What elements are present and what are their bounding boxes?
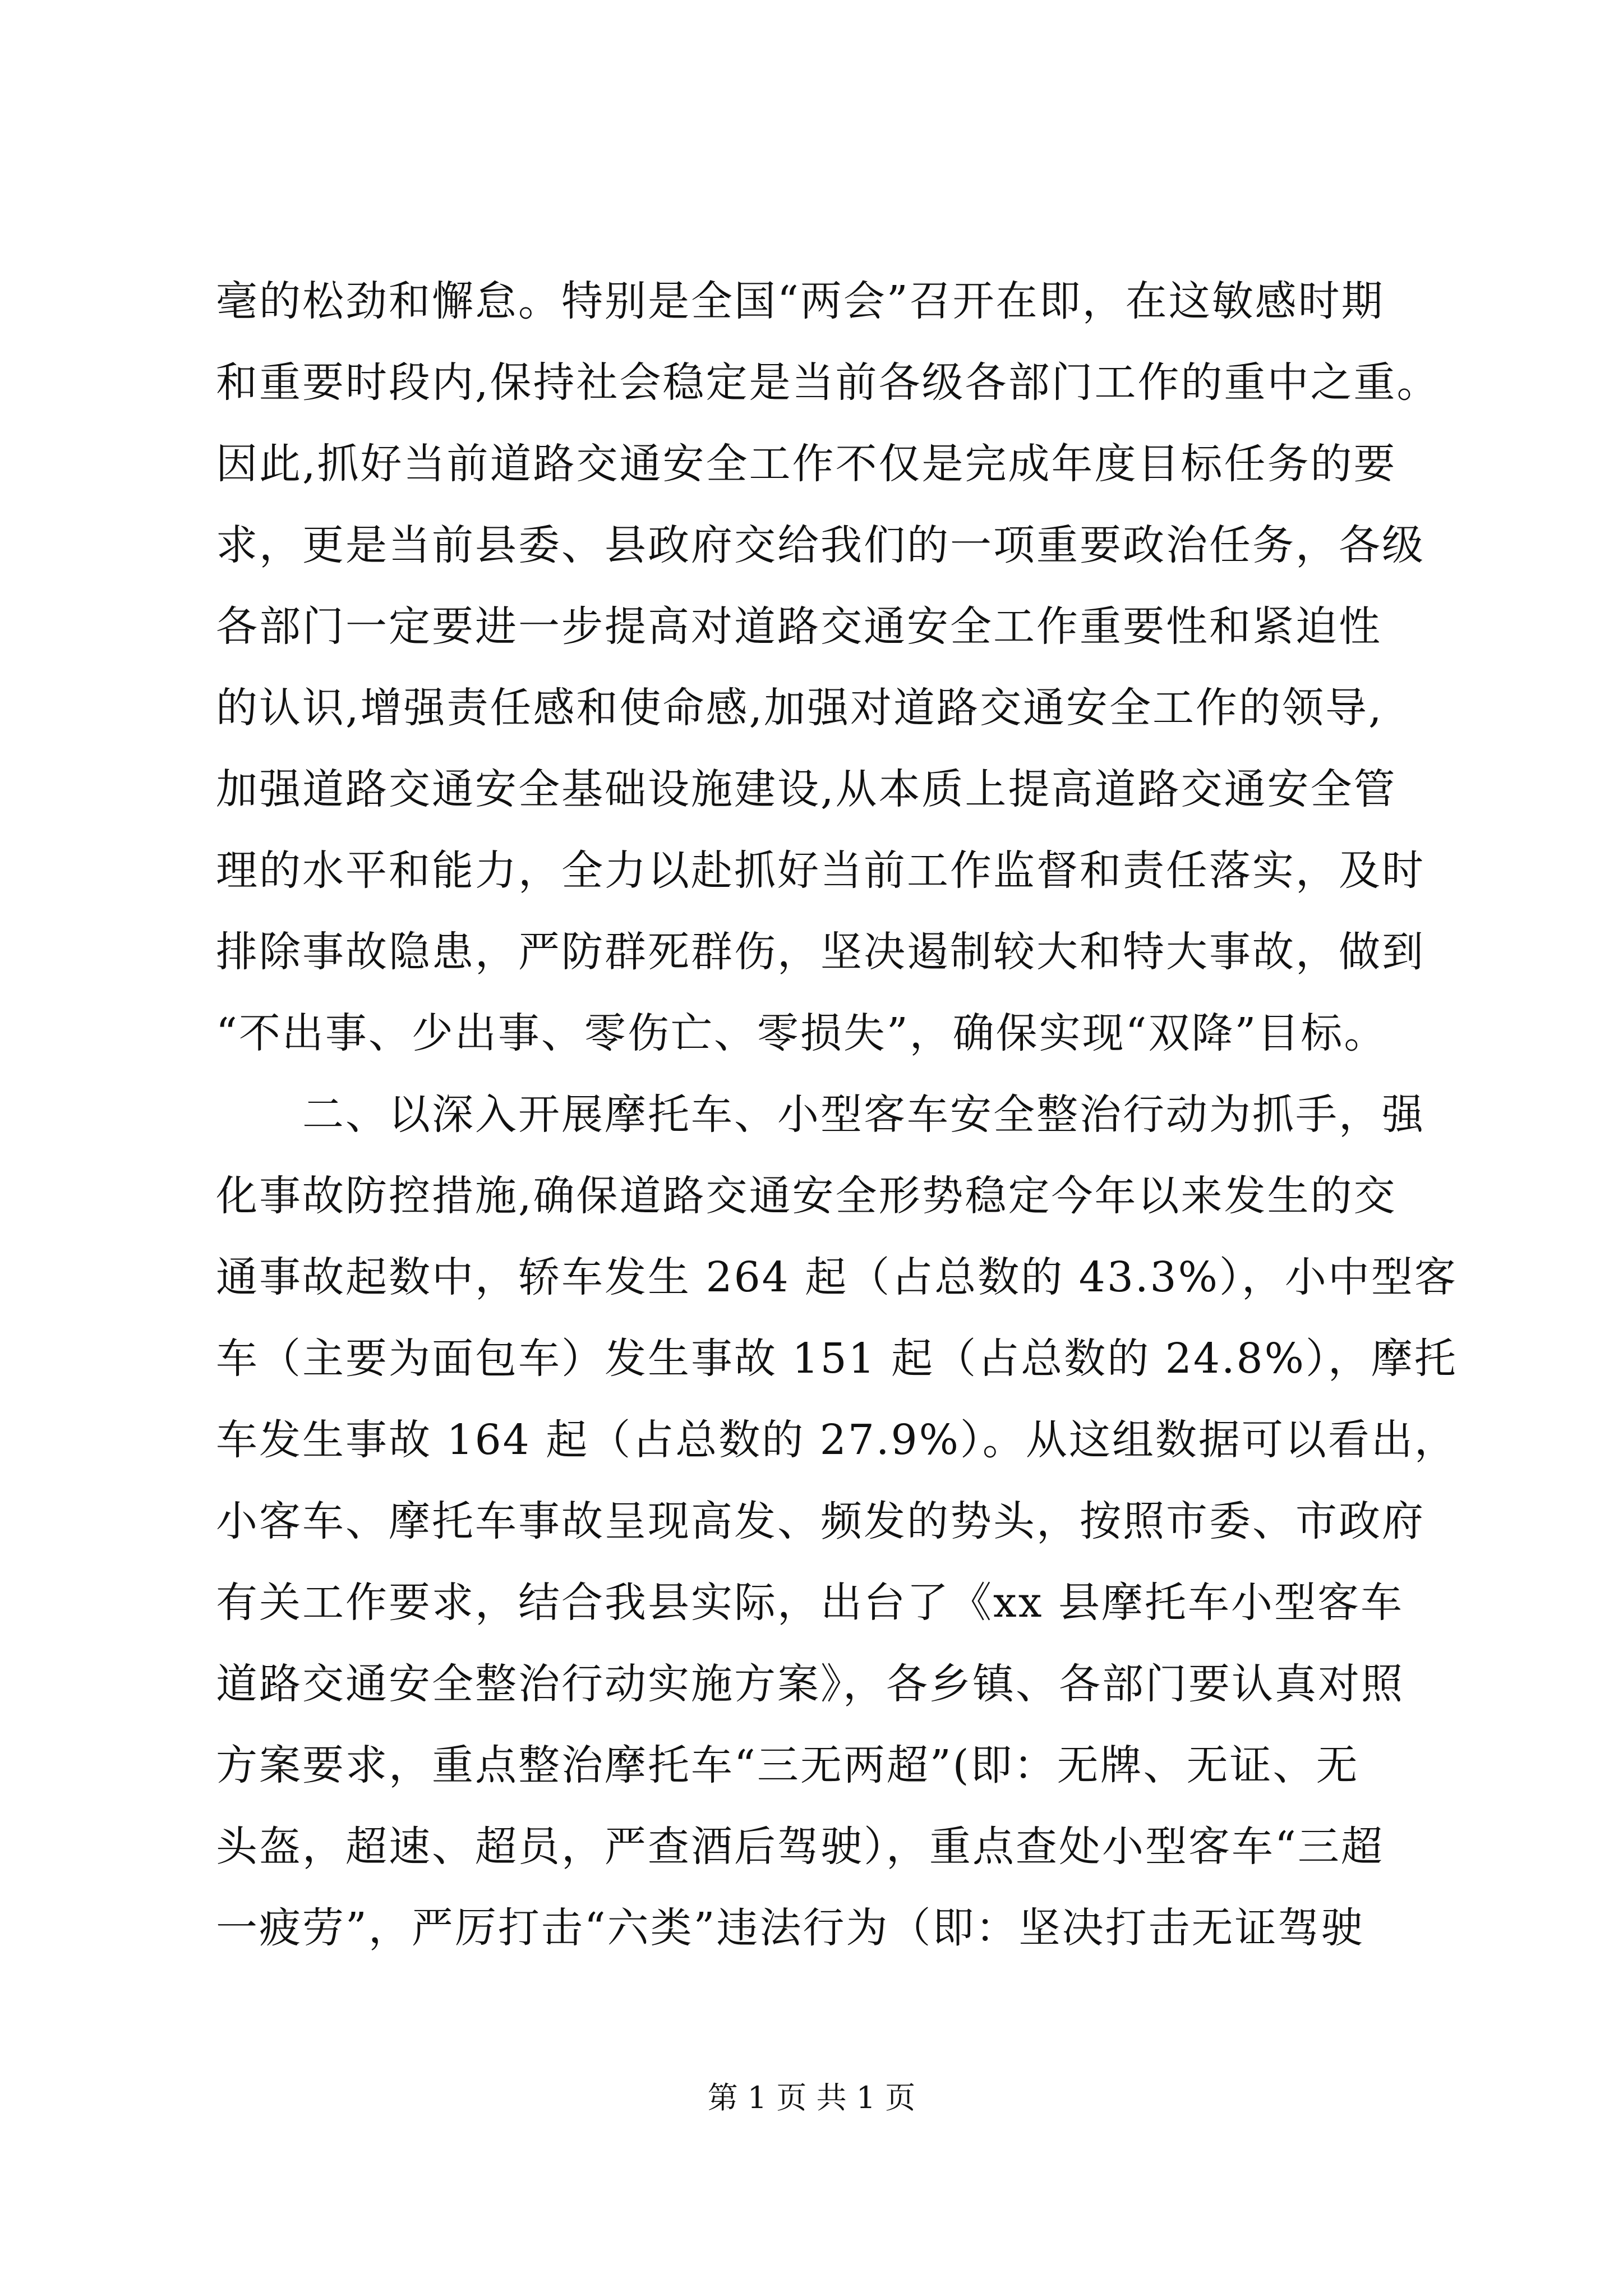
text-line: 理的水平和能力，全力以赴抓好当前工作监督和责任落实，及时 (216, 846, 1425, 895)
text-line: 排除事故隐患，严防群死群伤，坚决遏制较大和特大事故，做到 (216, 928, 1425, 976)
text-line: 加强道路交通安全基础设施建设,从本质上提高道路交通安全管 (216, 765, 1397, 813)
text-line: 毫的松劲和懈怠。特别是全国“两会”召开在即，在这敏感时期 (216, 277, 1385, 325)
text-line: 小客车、摩托车事故呈现高发、频发的势头，按照市委、市政府 (216, 1497, 1425, 1545)
text-line: 有关工作要求，结合我县实际，出台了《xx 县摩托车小型客车 (216, 1579, 1404, 1627)
text-line: 头盔，超速、超员，严查酒后驾驶），重点查处小型客车“三超 (216, 1823, 1384, 1871)
text-line: 各部门一定要进一步提高对道路交通安全工作重要性和紧迫性 (216, 602, 1382, 651)
text-line: 一疲劳”，严厉打击“六类”违法行为（即：坚决打击无证驾驶 (216, 1904, 1364, 1952)
text-line: 化事故防控措施,确保道路交通安全形势稳定今年以来发生的交 (216, 1172, 1397, 1220)
text-line: 车发生事故 164 起（占总数的 27.9%）。从这组数据可以看出， (216, 1416, 1458, 1464)
text-line: 求，更是当前县委、县政府交给我们的一项重要政治任务，各级 (216, 521, 1425, 569)
text-line: 因此,抓好当前道路交通安全工作不仅是完成年度目标任务的要 (216, 440, 1397, 488)
page-footer: 第 1 页 共 1 页 (707, 2080, 916, 2115)
text-line: 通事故起数中，轿车发生 264 起（占总数的 43.3%），小中型客 (216, 1253, 1458, 1301)
text-line: 道路交通安全整治行动实施方案》，各乡镇、各部门要认真对照 (216, 1660, 1404, 1708)
text-line: 和重要时段内,保持社会稳定是当前各级各部门工作的重中之重。 (216, 358, 1440, 407)
text-line: 二、以深入开展摩托车、小型客车安全整治行动为抓手，强 (216, 1091, 1425, 1139)
body-text (216, 261, 1458, 1969)
text-line: 的认识,增强责任感和使命感,加强对道路交通安全工作的领导, (216, 684, 1384, 732)
text-line: 车（主要为面包车）发生事故 151 起（占总数的 24.8%），摩托 (216, 1335, 1458, 1383)
text-line: 方案要求，重点整治摩托车“三无两超”(即：无牌、无证、无 (216, 1741, 1359, 1789)
text-line: “不出事、少出事、零伤亡、零损失”，确保实现“双降”目标。 (216, 1009, 1387, 1057)
